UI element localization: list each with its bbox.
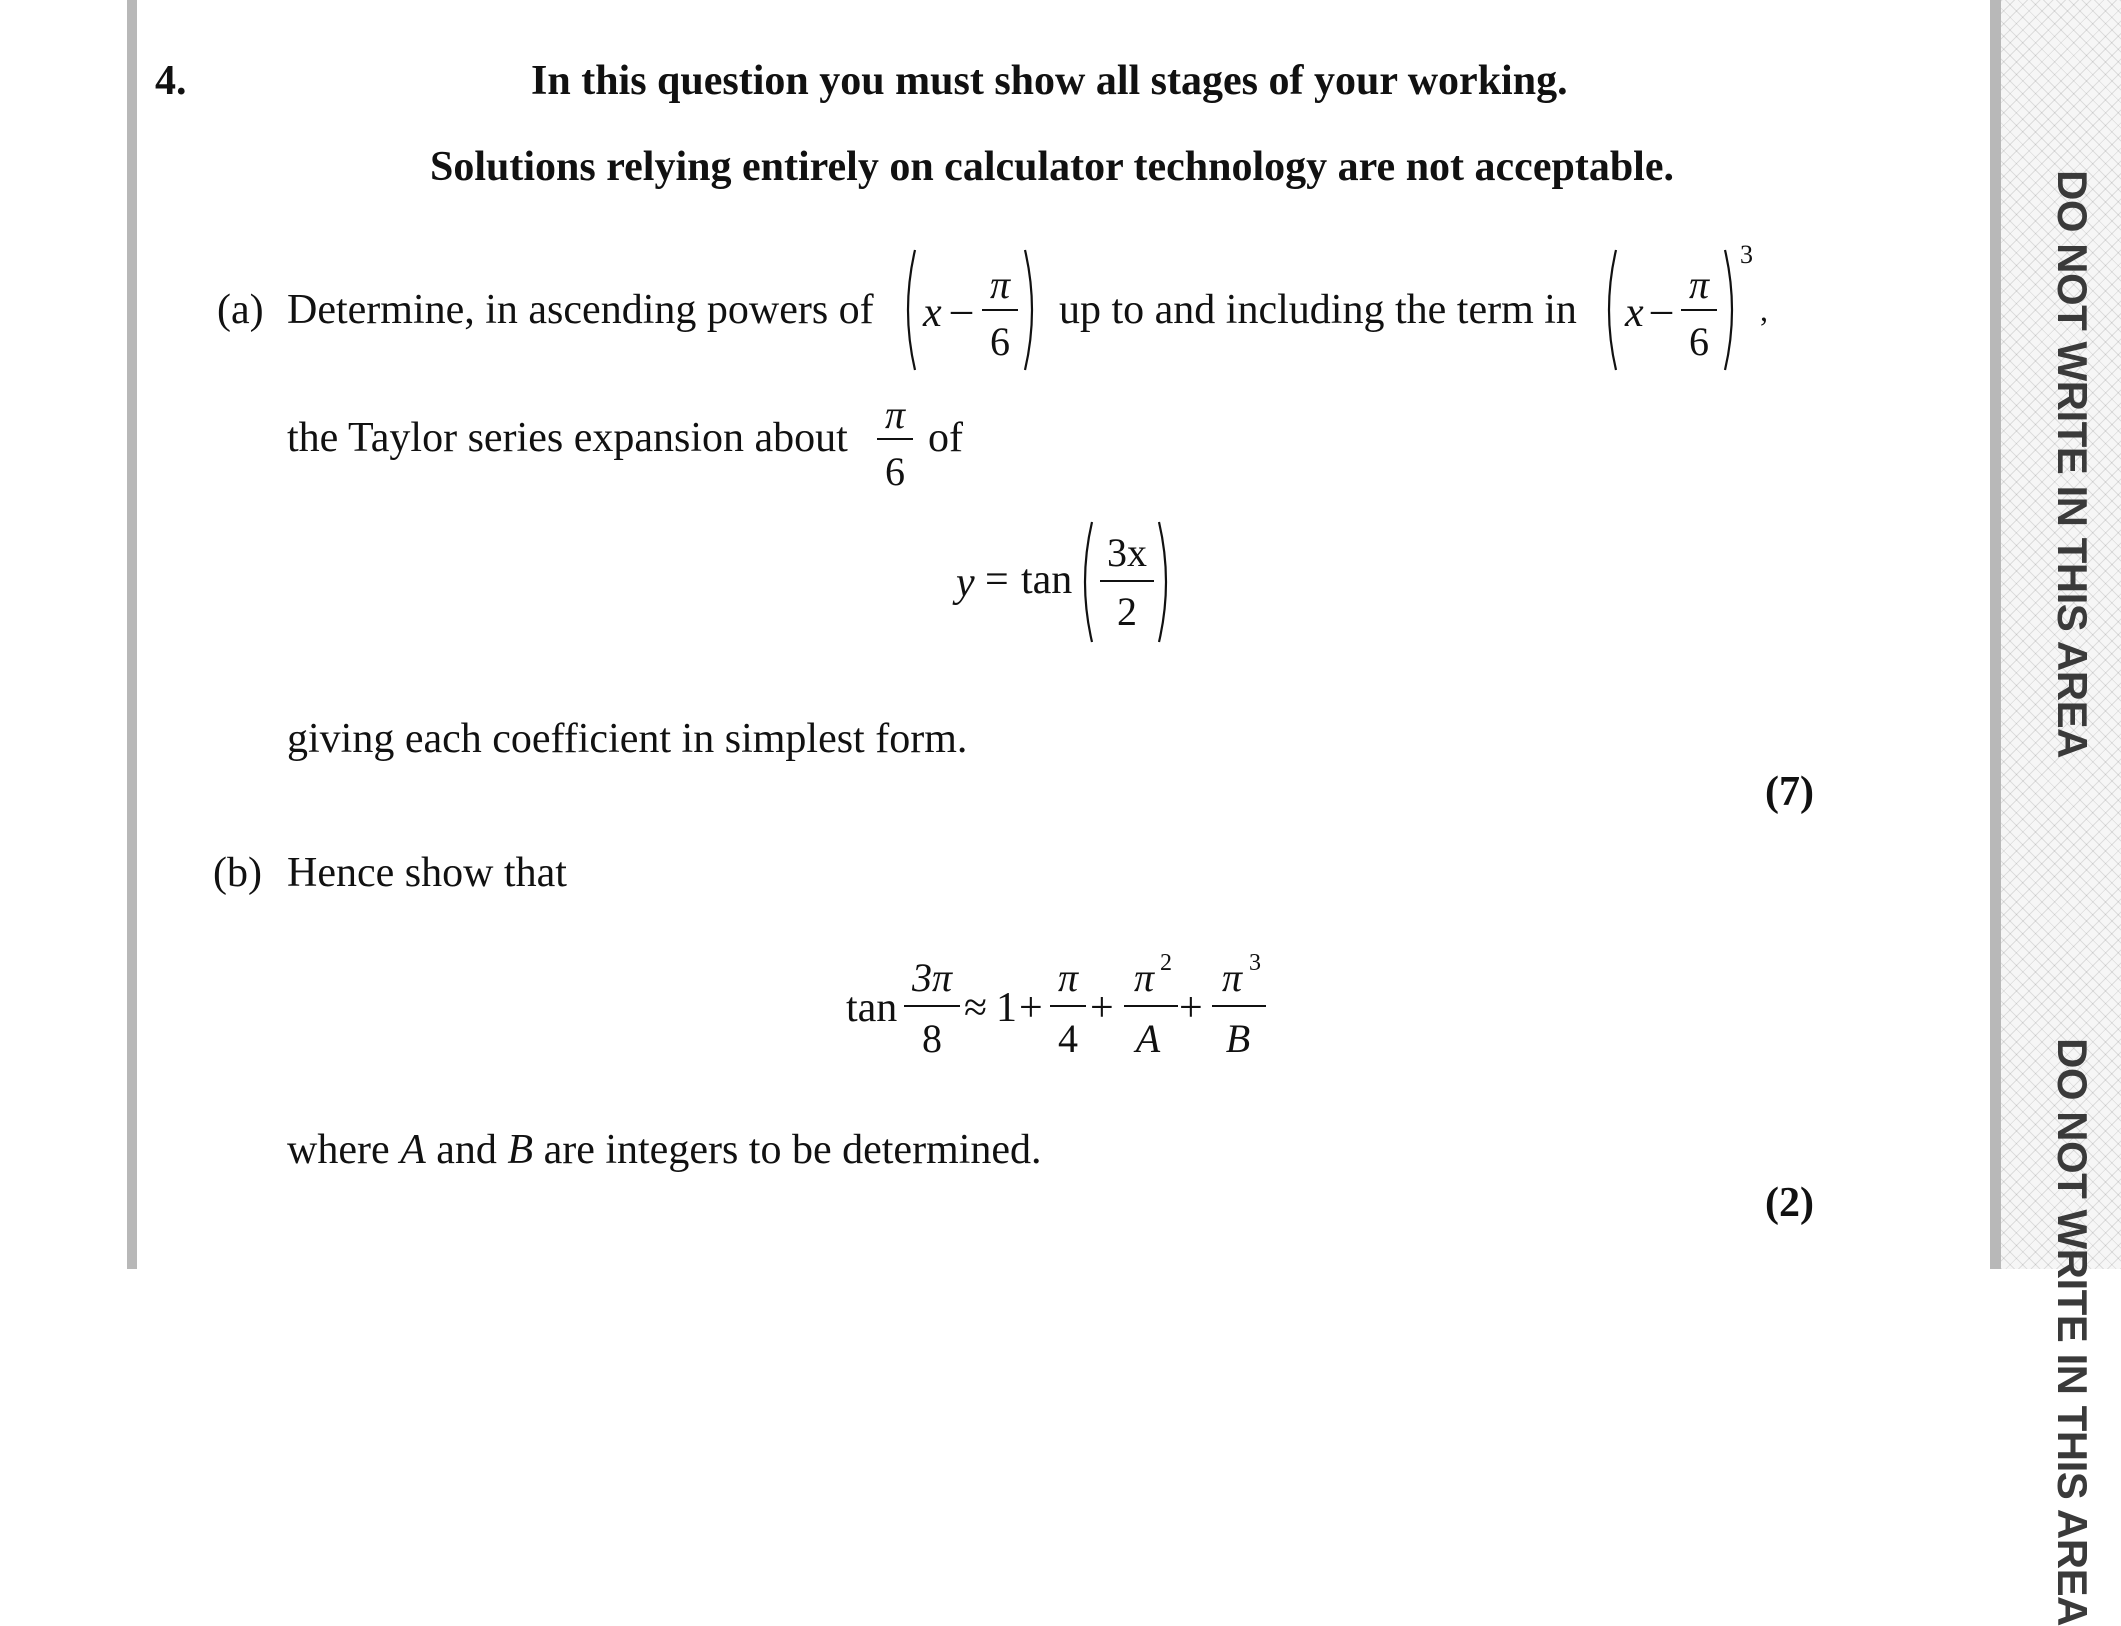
eq-b-tan: tan xyxy=(846,985,898,1031)
frac-den-six: 6 xyxy=(885,449,905,494)
fraction-bar xyxy=(1681,309,1717,311)
var-x: x xyxy=(923,290,942,336)
eq-b-t2-exp: 2 xyxy=(1160,950,1172,976)
eq-b-t3-exp: 3 xyxy=(1249,950,1261,976)
part-b-label: (b) xyxy=(213,850,262,896)
margin-warning-1: DO NOT WRITE IN THIS AREA xyxy=(2049,170,2096,758)
eq-denominator: 2 xyxy=(1117,589,1137,634)
part-b-text-2 xyxy=(287,1129,1042,1171)
left-paren xyxy=(898,248,918,372)
right-paren xyxy=(1022,248,1042,372)
left-paren xyxy=(1075,520,1095,644)
eq-b-t3-num: π xyxy=(1221,955,1243,1000)
part-a-label: (a) xyxy=(217,287,264,333)
frac-num-pi: π xyxy=(884,392,906,437)
part-b-text-1: Hence show that xyxy=(287,850,567,896)
frac-num-pi: π xyxy=(989,262,1011,307)
eq-equals: = xyxy=(985,557,1009,603)
fraction-bar xyxy=(904,1005,960,1007)
part-b-text-2e: are integers to be determined. xyxy=(543,1127,1042,1173)
eq-b-arg-den: 8 xyxy=(922,1016,942,1061)
part-b-text-2a: where xyxy=(287,1127,390,1173)
eq-b-plus: + xyxy=(1019,985,1043,1031)
eq-b-t1-num: π xyxy=(1057,955,1079,1000)
cube-exponent: 3 xyxy=(1740,240,1753,269)
eq-b-approx: ≈ xyxy=(964,985,988,1031)
page-border-left xyxy=(127,0,137,1269)
fraction-bar xyxy=(982,309,1018,311)
part-a-marks: (7) xyxy=(1765,769,1814,815)
fraction-bar xyxy=(1050,1005,1086,1007)
comma: , xyxy=(1760,292,1768,328)
part-a-text-1: Determine, in ascending powers of xyxy=(287,287,874,333)
right-paren xyxy=(1722,248,1742,372)
frac-num-pi: π xyxy=(1688,262,1710,307)
part-b-var-a: A xyxy=(400,1127,426,1173)
minus-sign: – xyxy=(951,287,972,333)
question-number: 4. xyxy=(155,58,187,104)
fraction-bar xyxy=(1100,580,1154,582)
part-b-var-b: B xyxy=(507,1127,534,1173)
eq-b-t3-den: B xyxy=(1225,1016,1251,1061)
part-a-text-2: up to and including the term in xyxy=(1059,287,1577,333)
eq-tan: tan xyxy=(1021,557,1073,603)
page-border-right xyxy=(1990,0,2001,1269)
eq-b-one: 1 xyxy=(996,985,1017,1031)
eq-b-plus: + xyxy=(1179,985,1203,1031)
eq-b-arg-num: 3π xyxy=(911,955,953,1000)
fraction-bar xyxy=(1212,1005,1266,1007)
eq-b-t2-den: A xyxy=(1135,1016,1161,1061)
instruction-2: Solutions relying entirely on calculator technology are not acceptable. xyxy=(430,144,1674,190)
eq-lhs-y: y xyxy=(956,560,975,606)
right-paren xyxy=(1156,520,1176,644)
eq-numerator-text: 3x xyxy=(1107,530,1147,575)
var-x: x xyxy=(1625,290,1644,336)
part-a-text-3: the Taylor series expansion about xyxy=(287,415,848,461)
eq-b-t2-num: π xyxy=(1133,955,1155,1000)
frac-den-six: 6 xyxy=(1689,319,1709,364)
minus-sign: – xyxy=(1651,287,1672,333)
eq-b-plus: + xyxy=(1090,985,1114,1031)
part-a-text-5: giving each coefficient in simplest form. xyxy=(287,716,968,762)
part-a-text-4: of xyxy=(928,415,963,461)
part-b-marks: (2) xyxy=(1765,1180,1814,1226)
eq-numerator xyxy=(1098,530,1156,575)
frac-den-six: 6 xyxy=(990,319,1010,364)
instruction-1: In this question you must show all stages of your working. xyxy=(531,58,1568,104)
left-paren xyxy=(1599,248,1619,372)
part-b-text-2c: and xyxy=(436,1127,497,1173)
fraction-bar xyxy=(1124,1005,1178,1007)
margin-warning-2: DO NOT WRITE IN THIS AREA xyxy=(2049,1038,2096,1626)
fraction-bar xyxy=(877,438,913,440)
eq-b-t1-den: 4 xyxy=(1058,1016,1078,1061)
